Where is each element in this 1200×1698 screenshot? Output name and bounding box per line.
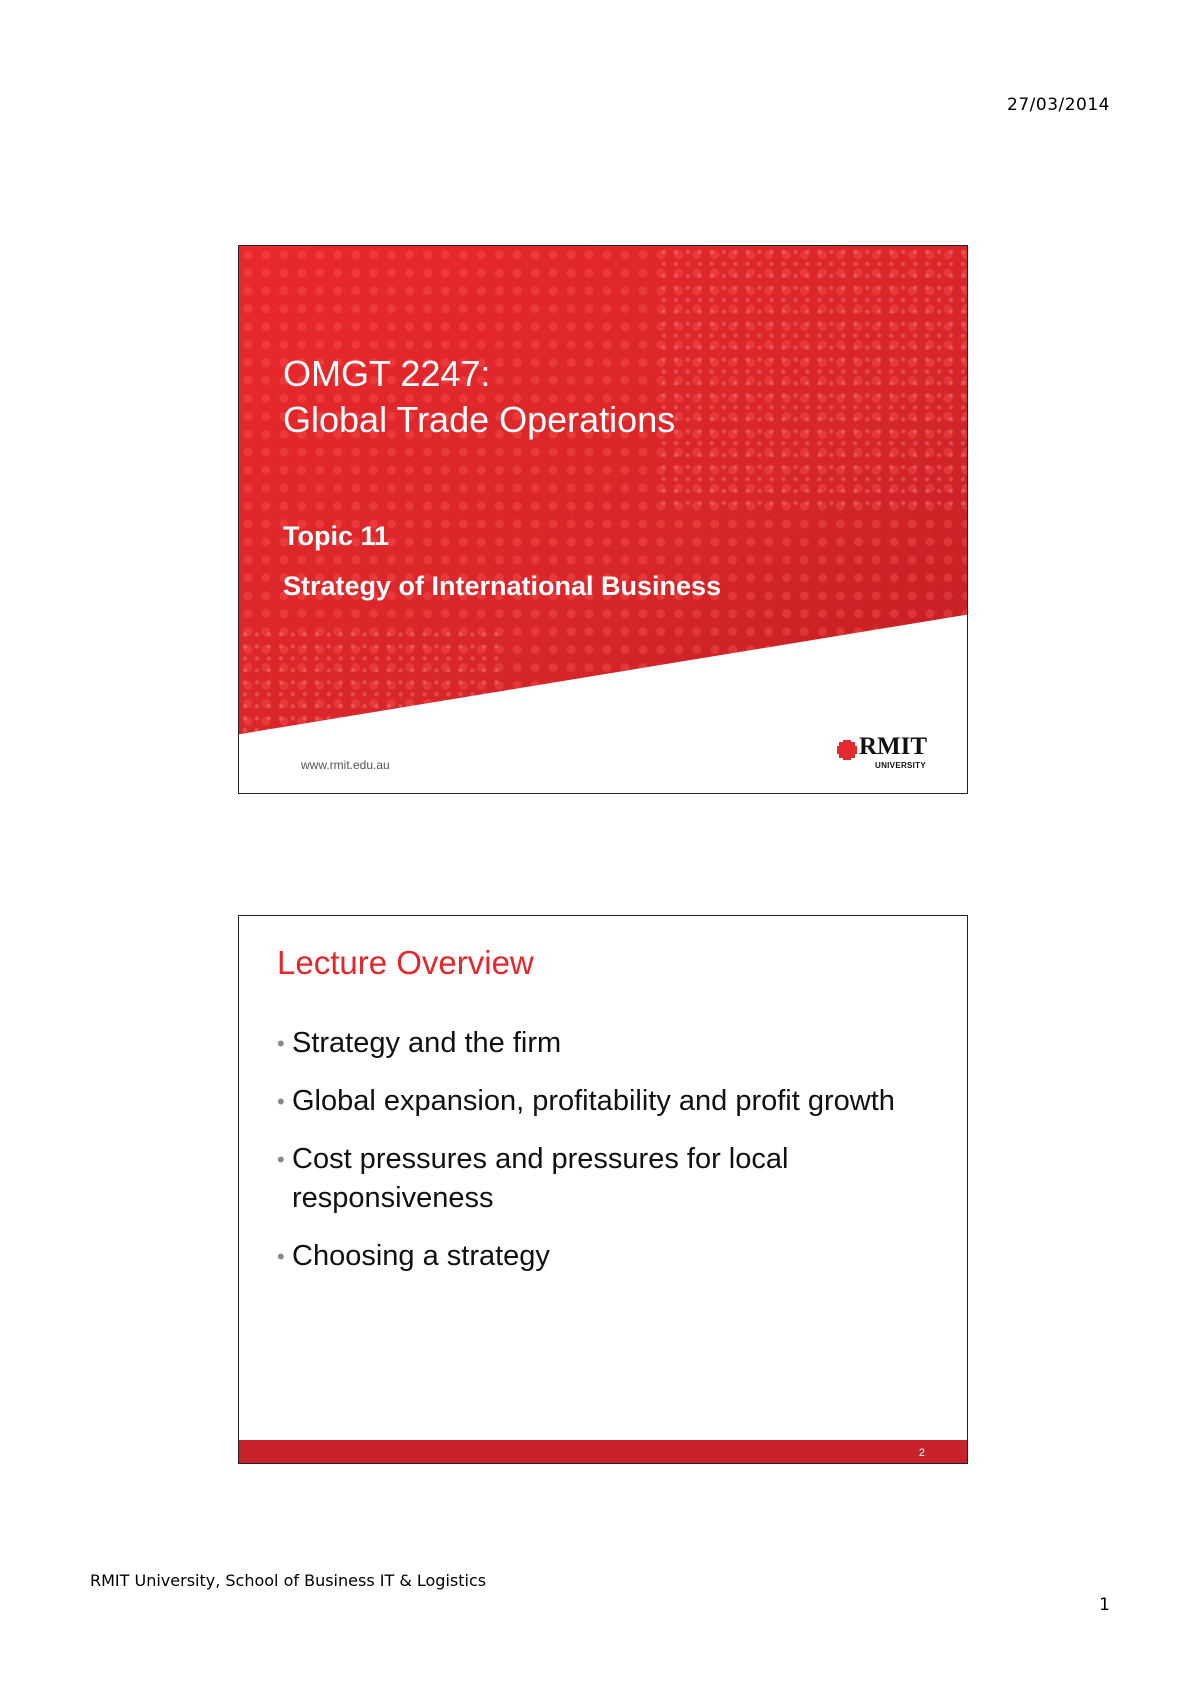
overview-slide (238, 915, 968, 1464)
topic-number: Topic 11 (283, 521, 390, 551)
page-date: 27/03/2014 (1007, 95, 1110, 115)
rmit-logo (835, 734, 933, 772)
bullet-icon: • (277, 1031, 285, 1056)
bullet-icon: • (277, 1244, 285, 1269)
course-name: Global Trade Operations (283, 399, 676, 440)
list-item: • Strategy and the firm (277, 1024, 897, 1063)
slide-heading: Lecture Overview (277, 944, 534, 981)
course-title (283, 351, 675, 443)
course-code: OMGT 2247: (283, 353, 491, 394)
title-slide (238, 245, 968, 794)
title-slide-background (239, 246, 967, 793)
topic-name: Strategy of International Business (283, 571, 722, 601)
bullet-icon: • (277, 1147, 285, 1172)
logo-subtext: UNIVERSITY (875, 761, 927, 770)
page-number: 1 (1099, 1595, 1110, 1615)
list-item: • Choosing a strategy (277, 1237, 897, 1276)
slide-number: 2 (918, 1447, 925, 1459)
slide-footer-bar (239, 1440, 967, 1463)
logo-wordmark: RMIT (859, 733, 928, 760)
list-item: • Global expansion, profitability and profit growth (277, 1082, 897, 1121)
bullet-icon: • (277, 1089, 285, 1114)
website-url: www.rmit.edu.au (301, 758, 390, 772)
list-item: • Cost pressures and pressures for local responsiveness (277, 1140, 897, 1218)
page-footer-source: RMIT University, School of Business IT & Logistics (90, 1571, 487, 1590)
bullet-list (277, 1024, 897, 1295)
rmit-pixel-logo-icon (835, 738, 859, 762)
